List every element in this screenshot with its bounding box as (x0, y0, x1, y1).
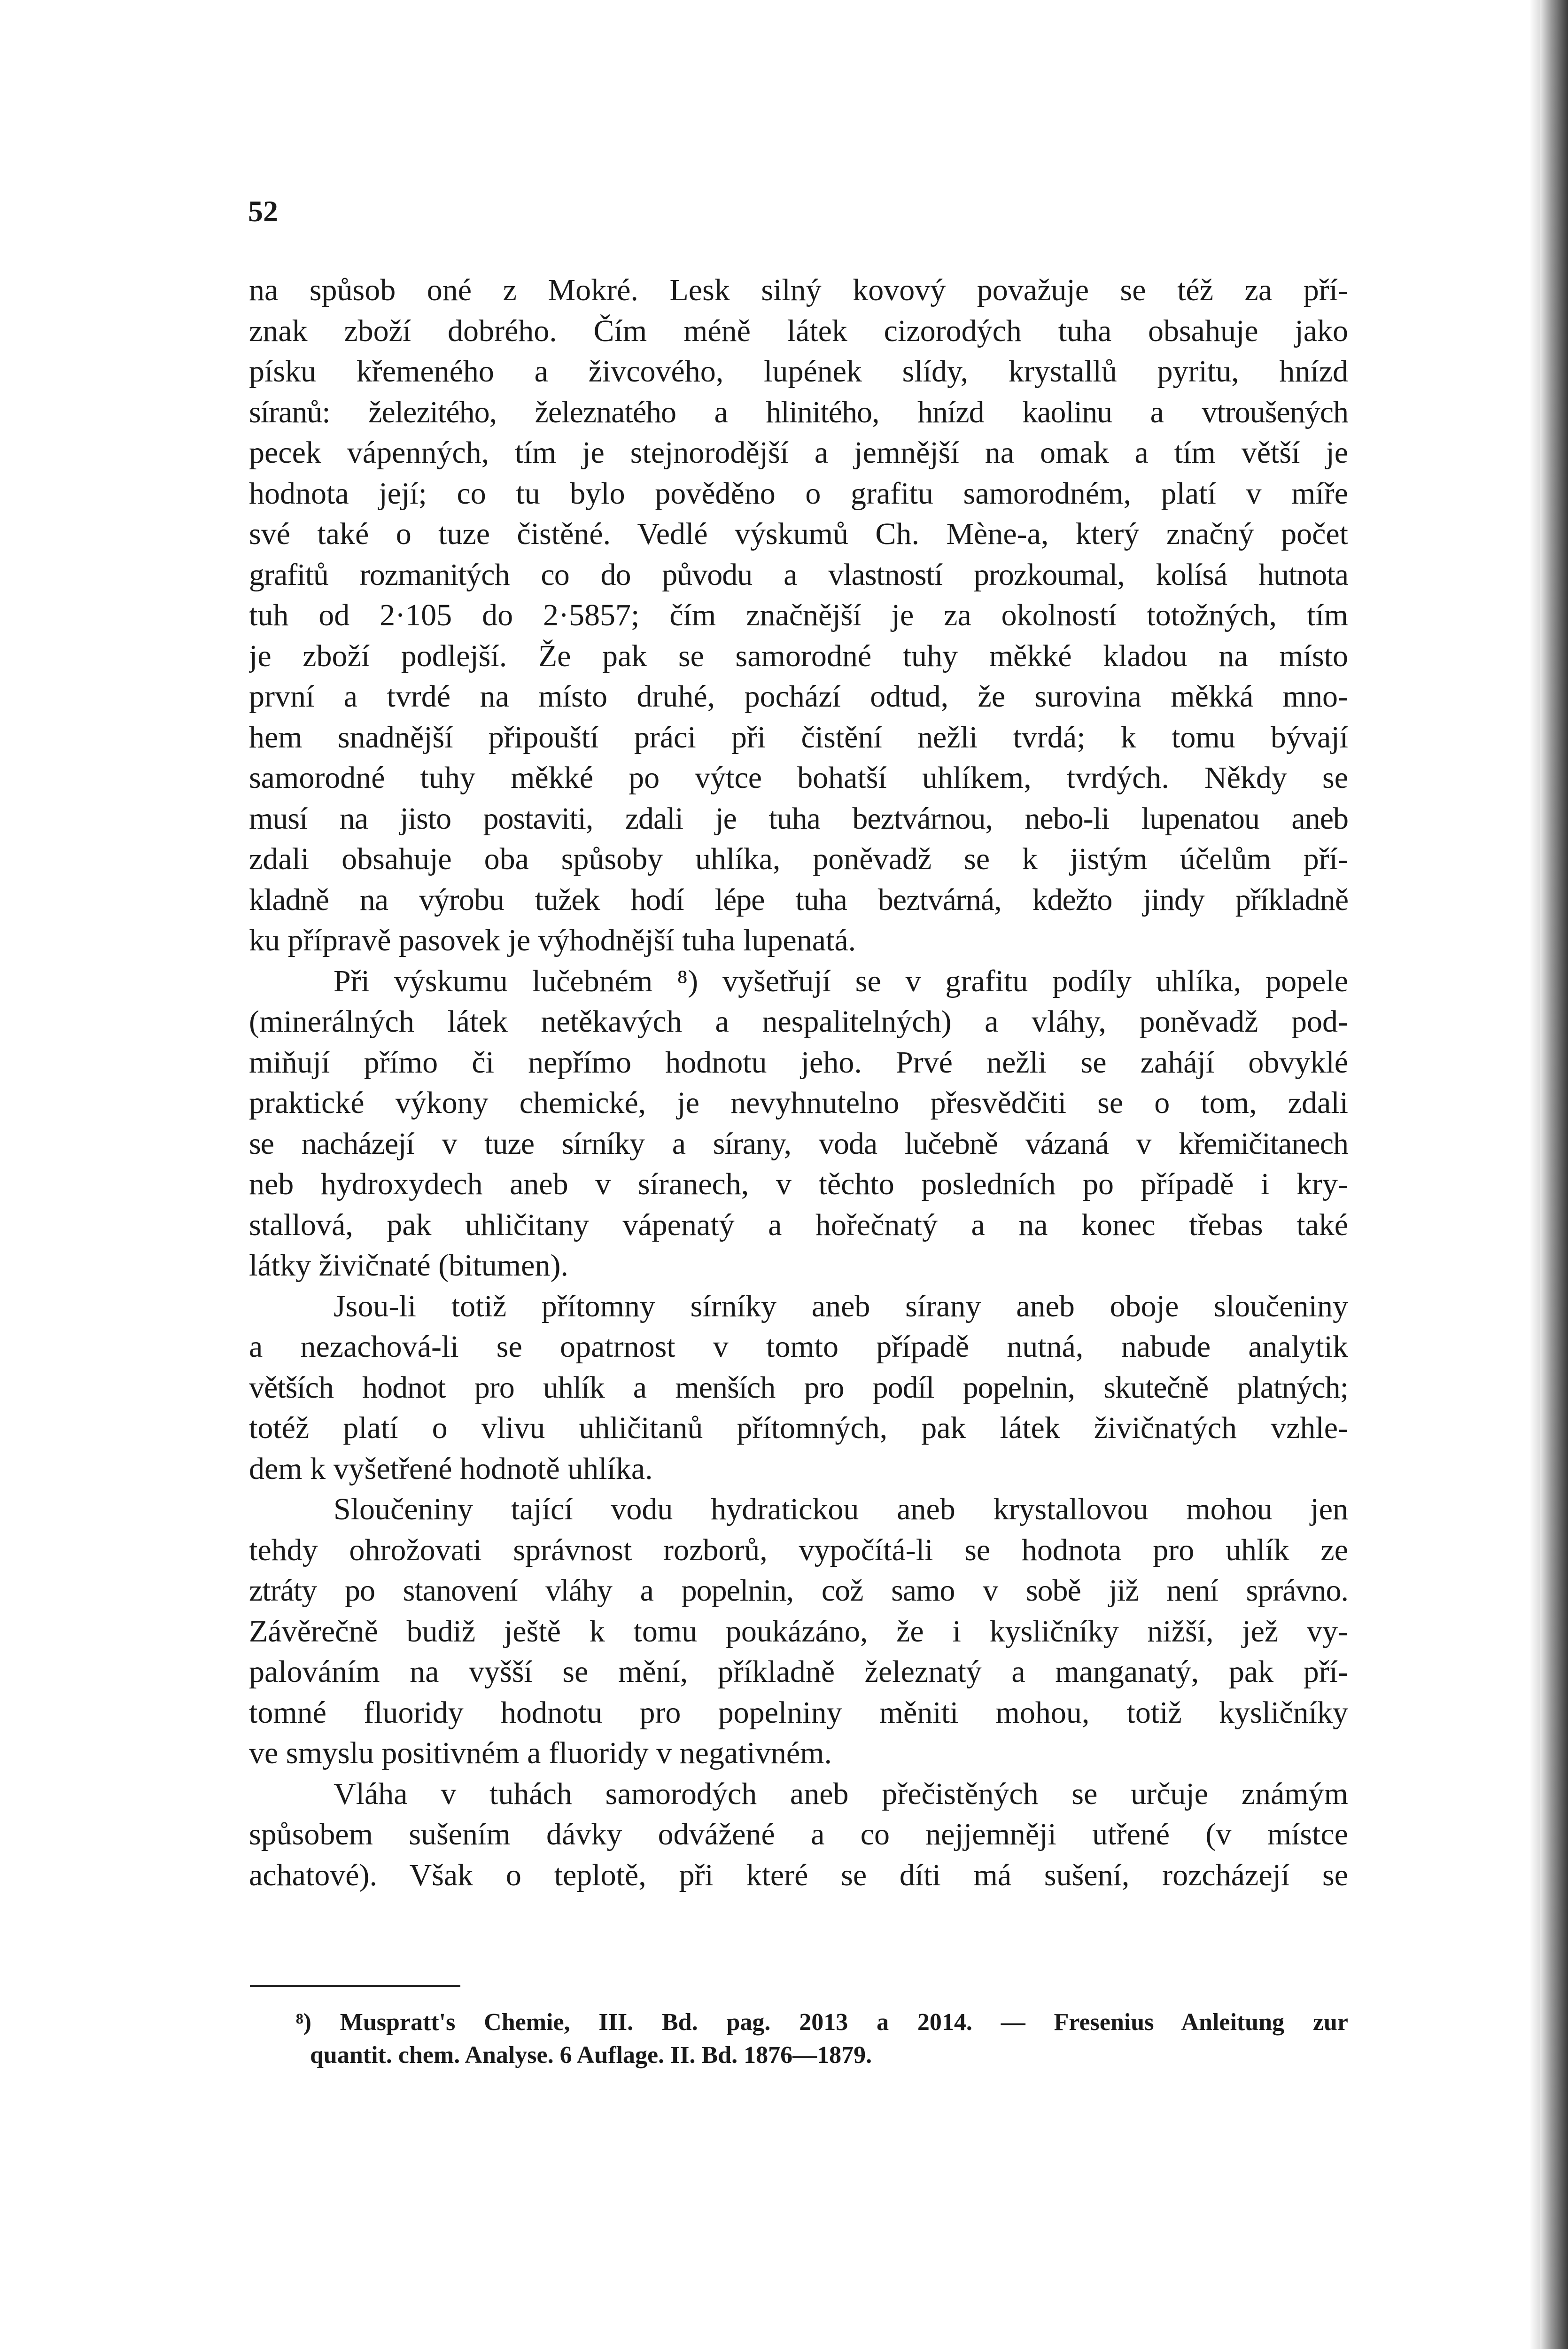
text-line: písku křemeného a živcového, lupének slídy, krystallů pyritu, hnízd (249, 354, 1348, 389)
page-edge-shadow (1529, 0, 1540, 2349)
text-line: neb hydroxydech aneb v síranech, v těchto posledních po případě i kry- (249, 1167, 1348, 1201)
text-line: (minerálných látek netěkavých a nespalitelných) a vláhy, poněvadž pod- (249, 1004, 1348, 1039)
text-line: pecek vápenných, tím je stejnorodější a jemnější na omak a tím větší je (249, 436, 1348, 470)
text-line: hodnota její; co tu bylo pověděno o grafitu samorodném, platí v míře (249, 476, 1348, 511)
footnotes (249, 2006, 1348, 2072)
paragraph-end-line: látky živičnaté (bitumen). (249, 1248, 568, 1283)
text-line: Závěrečně budiž ještě k tomu poukázáno, že i kysličníky nižší, jež vy- (249, 1614, 1348, 1649)
text-line: první a tvrdé na místo druhé, pochází odtud, že surovina měkká mno- (249, 679, 1348, 714)
body-text (249, 270, 1348, 1896)
footnote-separator (250, 1985, 460, 1987)
text-line: kladně na výrobu tužek hodí lépe tuha beztvárná, kdežto jindy příkladně (249, 882, 1348, 917)
text-line: tuh od 2·105 do 2·5857; čím značnější je za okolností totožných, tím (249, 598, 1348, 632)
page-number: 52 (248, 194, 278, 228)
text-line: musí na jisto postaviti, zdali je tuha beztvárnou, nebo-li lupenatou aneb (249, 801, 1348, 836)
footnote-line: ⁸) Muspratt's Chemie, III. Bd. pag. 2013 a 2014. — Fresenius Anleitung zur (296, 2009, 1348, 2036)
text-line: tomné fluoridy hodnotu pro popelniny měniti mohou, totiž kysličníky (249, 1695, 1348, 1730)
text-line: spůsobem sušením dávky odvážené a co nejjemněji utřené (v místce (249, 1817, 1348, 1851)
text-line: je zboží podlejší. Že pak se samorodné tuhy měkké kladou na místo (249, 638, 1348, 673)
text-line: zdali obsahuje oba spůsoby uhlíka, poněvadž se k jistým účelům pří- (249, 842, 1348, 876)
paragraph-start-line: Při výskumu lučebném ⁸) vyšetřují se v grafitu podíly uhlíka, popele (334, 964, 1348, 998)
paragraph-end-line: dem k vyšetřené hodnotě uhlíka. (249, 1451, 653, 1486)
book-binding-edge (1540, 0, 1568, 2349)
paragraph-start-line: Vláha v tuhách samorodých aneb přečistěných se určuje známým (334, 1776, 1348, 1811)
text-line: se nacházejí v tuze sírníky a sírany, voda lučebně vázaná v křemičitanech (249, 1126, 1348, 1161)
paragraph-start-line: Sloučeniny tající vodu hydratickou aneb krystallovou mohou jen (334, 1492, 1348, 1526)
text-line: grafitů rozmanitých co do původu a vlastností prozkoumal, kolísá hutnota (249, 557, 1348, 592)
text-line: síranů: železitého, železnatého a hlinitého, hnízd kaolinu a vtroušených (249, 395, 1348, 429)
text-line: ztráty po stanovení vláhy a popelnin, což samo v sobě již není správno. (249, 1573, 1348, 1608)
text-line: větších hodnot pro uhlík a menších pro podíl popelnin, skutečně platných; (249, 1370, 1348, 1405)
text-line: palováním na vyšší se mění, příkladně železnatý a manganatý, pak pří- (249, 1655, 1348, 1689)
paragraph-end-line: ku přípravě pasovek je výhodnější tuha lupenatá. (249, 923, 856, 957)
text-line: miňují přímo či nepřímo hodnotu jeho. Prvé nežli se zahájí obvyklé (249, 1045, 1348, 1080)
text-line: totéž platí o vlivu uhličitanů přítomných, pak látek živičnatých vzhle- (249, 1411, 1348, 1445)
text-line: a nezachová-li se opatrnost v tomto případě nutná, nabude analytik (249, 1330, 1348, 1364)
text-line: praktické výkony chemické, je nevyhnutelno přesvědčiti se o tom, zdali (249, 1086, 1348, 1120)
footnote-line: quantit. chem. Analyse. 6 Auflage. II. Bd. 1876—1879. (310, 2042, 872, 2069)
text-line: znak zboží dobrého. Čím méně látek cizorodých tuha obsahuje jako (249, 313, 1348, 348)
text-line: své také o tuze čistěné. Vedlé výskumů Ch. Mène-a, který značný počet (249, 517, 1348, 551)
text-line: hem snadnější připouští práci při čistění nežli tvrdá; k tomu bývají (249, 720, 1348, 754)
text-line: stallová, pak uhličitany vápenatý a hořečnatý a na konec třebas také (249, 1207, 1348, 1242)
text-line: achatové). Však o teplotě, při které se díti má sušení, rozcházejí se (249, 1858, 1348, 1892)
text-line: tehdy ohrožovati správnost rozborů, vypočítá-li se hodnota pro uhlík ze (249, 1532, 1348, 1567)
paragraph-start-line: Jsou-li totiž přítomny sírníky aneb sírany aneb oboje sloučeniny (334, 1289, 1348, 1323)
text-line: na spůsob oné z Mokré. Lesk silný kovový považuje se též za pří- (249, 273, 1348, 307)
paragraph-end-line: ve smyslu positivném a fluoridy v negativném. (249, 1736, 832, 1770)
text-line: samorodné tuhy měkké po výtce bohatší uhlíkem, tvrdých. Někdy se (249, 761, 1348, 795)
